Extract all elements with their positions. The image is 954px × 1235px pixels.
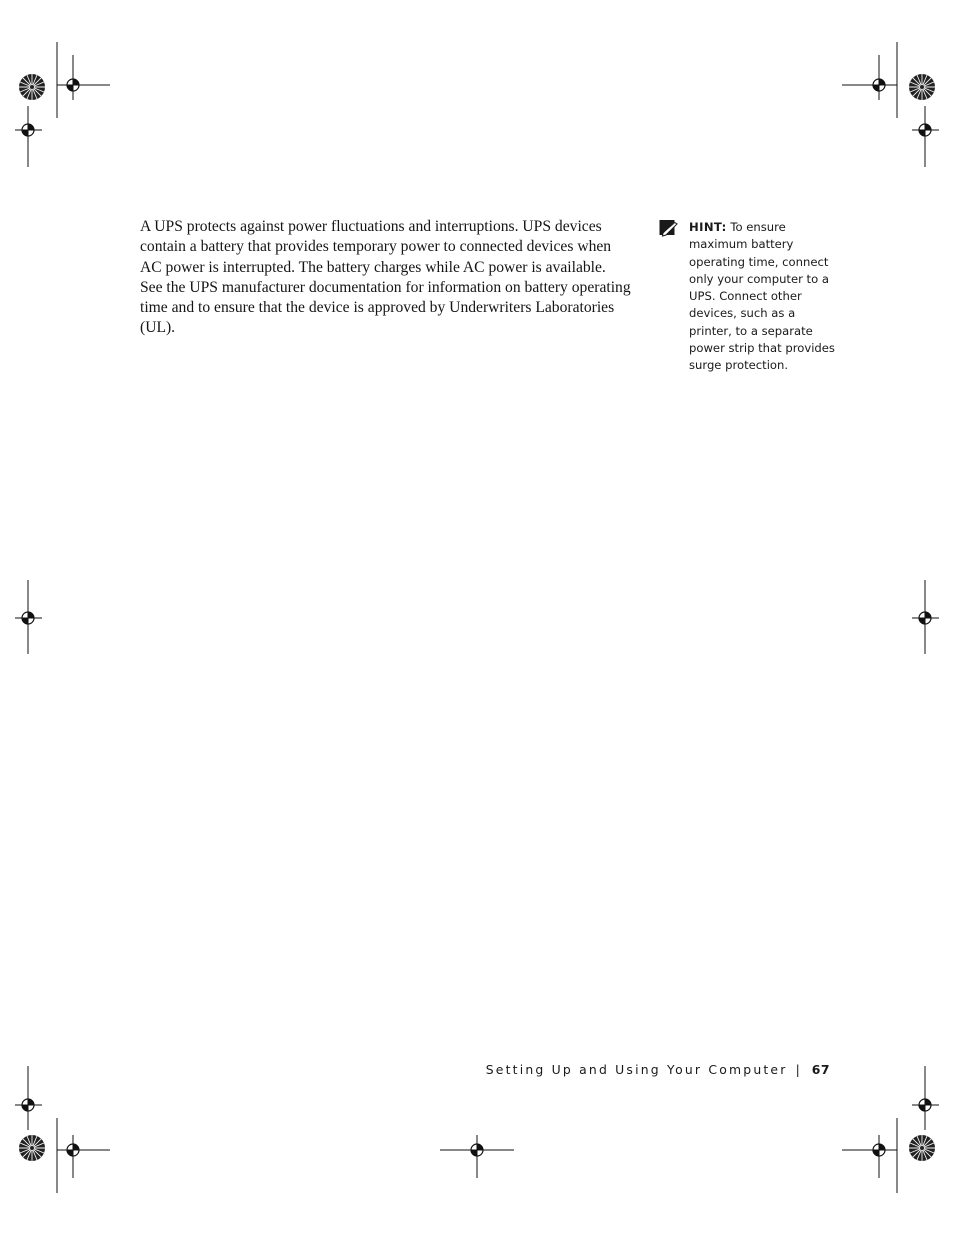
page-number: 67 [811,1062,830,1077]
footer-separator: | [795,1062,800,1077]
registration-mark-icon [22,124,34,136]
footer-section-title: Setting Up and Using Your Computer [485,1062,788,1077]
body-paragraph: A UPS protects against power fluctuations and interruptions. UPS devices contain a battery that provides temporary power to connected devices when AC power is interrupted. The battery charges while AC power is available. See the UPS manufacturer documentation for information on battery operating time and to ensure that the device is approved by Underwriters Laboratories (UL). [140,218,631,337]
registration-mark-icon [67,1144,79,1156]
crop-mark [842,42,939,167]
starburst-target-icon [19,1135,45,1161]
crop-mark [842,1066,939,1193]
registration-mark-icon [873,79,885,91]
registration-mark-icon [919,612,931,624]
hint-label: HINT: [689,220,727,234]
registration-mark-icon [22,1099,34,1111]
page-footer [486,1062,830,1077]
pencil-note-icon [659,219,679,237]
crop-mark [15,1066,110,1193]
starburst-target-icon [909,74,935,100]
registration-mark-icon [22,612,34,624]
hint-text-block [689,219,841,375]
registration-mark-icon [67,79,79,91]
registration-mark-icon [471,1144,483,1156]
registration-mark-icon [919,124,931,136]
starburst-target-icon [909,1135,935,1161]
crop-mark [15,42,110,167]
registration-mark-icon [919,1099,931,1111]
registration-mark-icon [873,1144,885,1156]
starburst-target-icon [19,74,45,100]
hint-body: To ensure maximum battery operating time, connect only your computer to a UPS. Connect other devices, such as a printer, to a separate power strip that provides surge protection. [689,220,835,373]
